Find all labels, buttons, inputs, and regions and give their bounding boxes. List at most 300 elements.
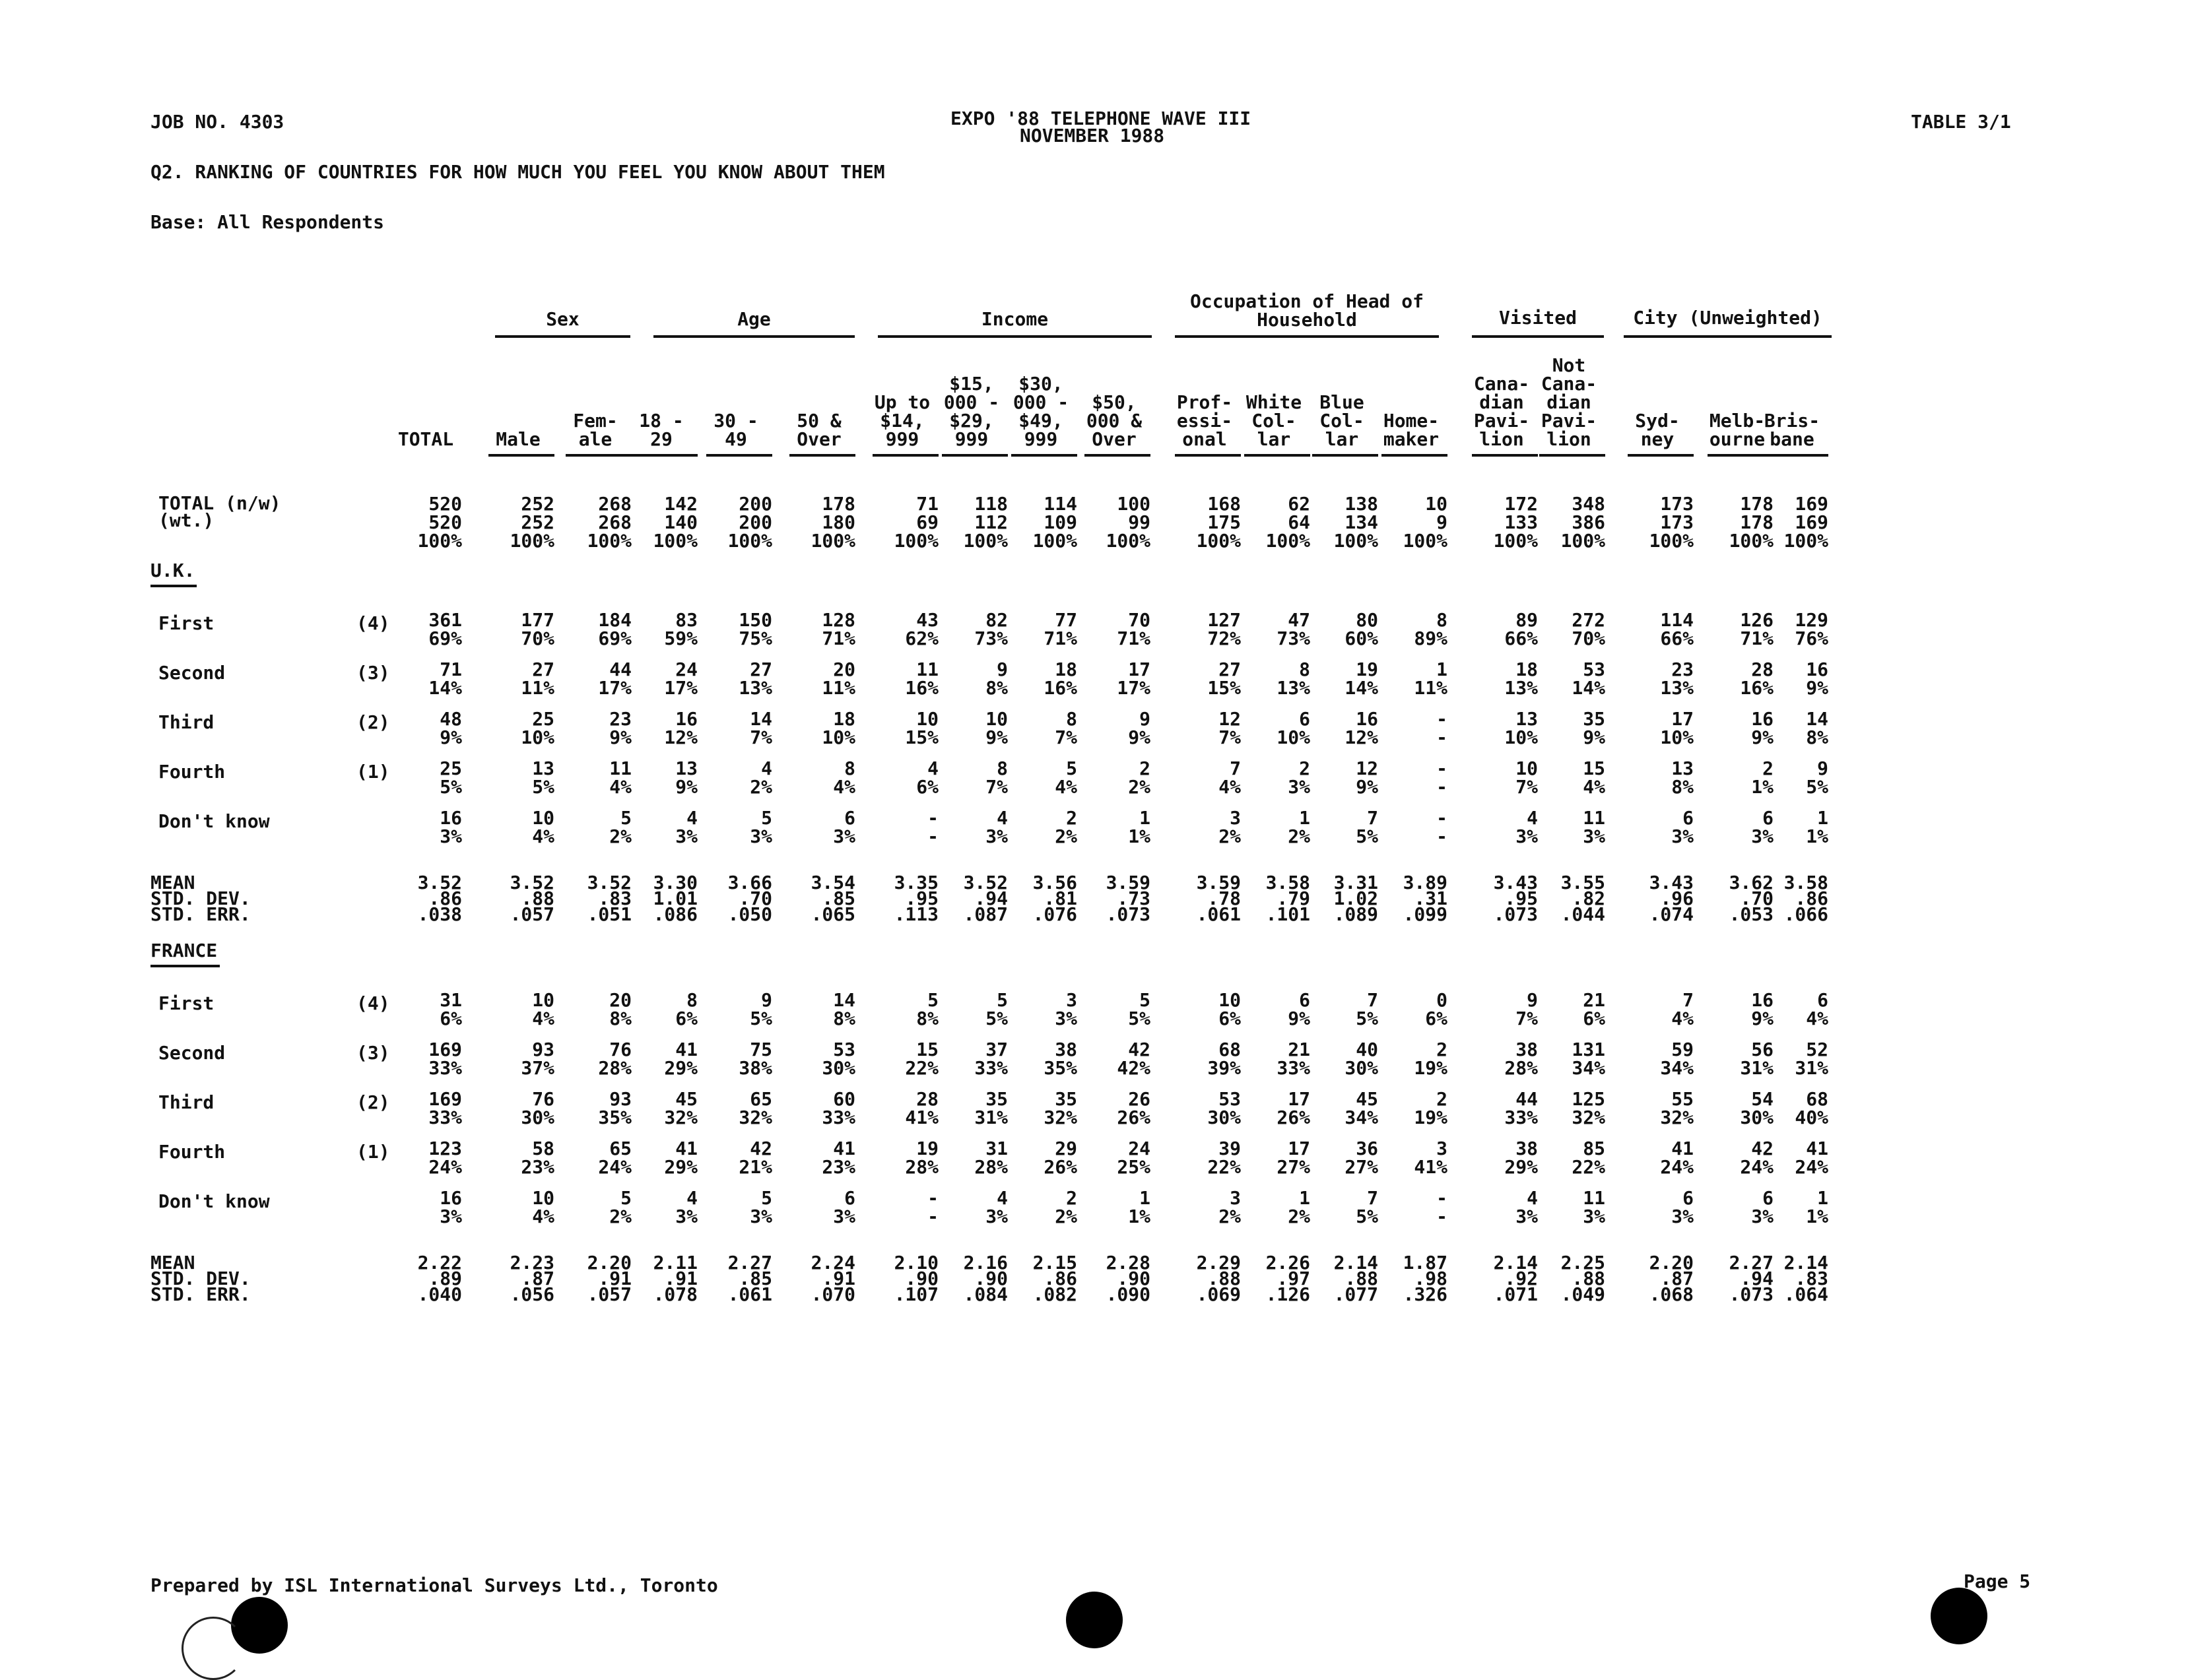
data-cell: 150 75% <box>739 609 772 649</box>
column-header-rule <box>942 454 1008 457</box>
data-cell: 8 89% <box>1414 609 1447 649</box>
data-cell: 18 13% <box>1504 659 1538 699</box>
data-cell: 6 3% <box>1751 1187 1774 1227</box>
stats-cell: 3.66 .70 .050 <box>727 872 772 925</box>
data-cell: 16 12% <box>1345 708 1378 748</box>
data-cell: 52 31% <box>1795 1039 1828 1079</box>
data-cell: 16 9% <box>1806 659 1828 699</box>
data-cell: 4 3% <box>1515 807 1538 847</box>
data-cell: 184 69% <box>598 609 632 649</box>
stats-cell: 3.62 .70 .053 <box>1729 872 1774 925</box>
data-cell: 2 2% <box>1128 758 1150 798</box>
stats-cell: 2.27 .85 .061 <box>727 1252 772 1305</box>
data-cell: 2 19% <box>1414 1088 1447 1128</box>
data-cell: 35 32% <box>1044 1088 1077 1128</box>
page-number: Page 5 <box>1964 1570 2031 1592</box>
stats-cell: 3.35 .95 .113 <box>894 872 939 925</box>
total-cell: 62 64 100% <box>1265 493 1310 552</box>
stats-cell: 3.59 .78 .061 <box>1196 872 1241 925</box>
group-occupation: Occupation of Head of Household <box>1189 290 1424 331</box>
data-cell: 60 33% <box>822 1088 855 1128</box>
group-occupation-rule <box>1175 335 1439 338</box>
data-cell: 68 40% <box>1795 1088 1828 1128</box>
total-cell: 200 200 100% <box>727 493 772 552</box>
data-cell: 54 30% <box>1740 1088 1774 1128</box>
total-cell: 10 9 100% <box>1403 493 1447 552</box>
column-header-rule <box>1084 454 1150 457</box>
total-cell: 252 252 100% <box>510 493 554 552</box>
data-cell: 45 34% <box>1345 1088 1378 1128</box>
row-score-code: (1) <box>356 761 390 783</box>
data-cell: 25 5% <box>440 758 462 798</box>
data-cell: 38 28% <box>1504 1039 1538 1079</box>
data-cell: 43 62% <box>905 609 939 649</box>
data-cell: 93 35% <box>598 1088 632 1128</box>
group-sex-rule <box>495 335 630 338</box>
data-cell: 7 4% <box>1671 989 1694 1029</box>
column-header-rule <box>1011 454 1077 457</box>
stats-cell: 2.14 .92 .071 <box>1493 1252 1538 1305</box>
column-header-rule <box>1175 454 1241 457</box>
total-cell: 520 520 100% <box>417 493 462 552</box>
data-cell: 10 7% <box>1515 758 1538 798</box>
data-cell: 6 3% <box>833 807 855 847</box>
row-label: First <box>158 992 215 1014</box>
data-cell: 1 2% <box>1288 807 1310 847</box>
data-cell: 5 3% <box>750 807 772 847</box>
data-cell: 6 3% <box>1671 1187 1694 1227</box>
data-cell: 2 19% <box>1414 1039 1447 1079</box>
group-visited: Visited <box>1498 307 1577 329</box>
data-cell: 89 66% <box>1504 609 1538 649</box>
data-cell: 6 4% <box>1806 989 1828 1029</box>
data-cell: 5 8% <box>916 989 939 1029</box>
section-title: FRANCE <box>150 940 218 961</box>
column-header-rule <box>789 454 855 457</box>
stats-cell: 3.89 .31 .099 <box>1403 872 1447 925</box>
stats-cell: 3.43 .96 .074 <box>1649 872 1694 925</box>
data-cell: 28 16% <box>1740 659 1774 699</box>
data-cell: 19 28% <box>905 1138 939 1178</box>
data-cell: 13 9% <box>675 758 698 798</box>
stats-label: MEAN STD. DEV. STD. ERR. <box>150 872 251 925</box>
data-cell: 40 30% <box>1345 1039 1378 1079</box>
data-cell: 5 5% <box>985 989 1008 1029</box>
base-text: Base: All Respondents <box>150 211 385 233</box>
stats-cell: 3.55 .82 .044 <box>1560 872 1605 925</box>
punch-ring-left <box>182 1617 245 1680</box>
data-cell: 7 5% <box>1356 807 1378 847</box>
data-cell: 44 17% <box>598 659 632 699</box>
total-cell: 172 133 100% <box>1493 493 1538 552</box>
data-cell: 82 73% <box>974 609 1008 649</box>
data-cell: 36 27% <box>1345 1138 1378 1178</box>
data-cell: 41 29% <box>664 1138 698 1178</box>
data-cell: 10 4% <box>532 989 554 1029</box>
data-cell: 19 14% <box>1345 659 1378 699</box>
column-header: 18 - 29 <box>639 410 684 450</box>
row-label: Don't know <box>158 1190 270 1212</box>
data-cell: 129 76% <box>1795 609 1828 649</box>
data-cell: 3 2% <box>1218 1187 1241 1227</box>
stats-cell: 2.29 .88 .069 <box>1196 1252 1241 1305</box>
data-cell: 41 24% <box>1660 1138 1694 1178</box>
data-cell: - - <box>1436 758 1447 798</box>
data-cell: 7 5% <box>1356 1187 1378 1227</box>
group-age: Age <box>737 308 771 330</box>
group-sex: Sex <box>546 308 580 330</box>
data-cell: 56 31% <box>1740 1039 1774 1079</box>
data-cell: 10 4% <box>532 807 554 847</box>
data-cell: 55 32% <box>1660 1088 1694 1128</box>
data-cell: - - <box>927 807 939 847</box>
stats-cell: 2.11 .91 .078 <box>653 1252 698 1305</box>
total-cell: 142 140 100% <box>653 493 698 552</box>
group-city: City (Unweighted) <box>1633 307 1822 329</box>
data-cell: 53 14% <box>1572 659 1605 699</box>
column-header-rule <box>566 454 632 457</box>
data-cell: 23 9% <box>609 708 632 748</box>
column-header: Cana- dian Pavi- lion <box>1473 373 1530 450</box>
row-label: Second <box>158 662 226 684</box>
stats-cell: 2.22 .89 .040 <box>417 1252 462 1305</box>
row-score-code: (3) <box>356 662 390 684</box>
data-cell: 14 8% <box>833 989 855 1029</box>
data-cell: 123 24% <box>428 1138 462 1178</box>
data-cell: 14 7% <box>750 708 772 748</box>
group-city-rule <box>1624 335 1832 338</box>
data-cell: 24 25% <box>1117 1138 1150 1178</box>
stats-cell: 3.52 .86 .038 <box>417 872 462 925</box>
stats-cell: 3.58 .86 .066 <box>1783 872 1828 925</box>
stats-cell: 3.59 .73 .073 <box>1106 872 1150 925</box>
data-cell: 5 5% <box>1128 989 1150 1029</box>
data-cell: 169 33% <box>428 1039 462 1079</box>
data-cell: 3 3% <box>1055 989 1077 1029</box>
data-cell: 71 14% <box>428 659 462 699</box>
data-cell: 8 4% <box>833 758 855 798</box>
data-cell: 2 2% <box>1055 807 1077 847</box>
data-cell: 28 41% <box>905 1088 939 1128</box>
total-cell: 168 175 100% <box>1196 493 1241 552</box>
data-cell: 11 3% <box>1583 807 1605 847</box>
stats-cell: 3.52 .88 .057 <box>510 872 554 925</box>
data-cell: - - <box>927 1187 939 1227</box>
group-age-rule <box>653 335 855 338</box>
data-cell: 17 27% <box>1277 1138 1310 1178</box>
data-cell: 59 34% <box>1660 1039 1694 1079</box>
stats-cell: 2.15 .86 .082 <box>1032 1252 1077 1305</box>
column-header: Melb- ourne <box>1709 410 1766 450</box>
data-cell: 45 32% <box>664 1088 698 1128</box>
stats-cell: 2.20 .87 .068 <box>1649 1252 1694 1305</box>
data-cell: 7 4% <box>1218 758 1241 798</box>
row-score-code: (3) <box>356 1042 390 1064</box>
data-cell: 70 71% <box>1117 609 1150 649</box>
data-cell: 20 11% <box>822 659 855 699</box>
stats-cell: 3.52 .94 .087 <box>963 872 1008 925</box>
data-cell: 24 17% <box>664 659 698 699</box>
row-score-code: (4) <box>356 612 390 634</box>
data-cell: 23 13% <box>1660 659 1694 699</box>
data-cell: 16 9% <box>1751 708 1774 748</box>
data-cell: 27 15% <box>1207 659 1241 699</box>
data-cell: 17 17% <box>1117 659 1150 699</box>
data-cell: 38 29% <box>1504 1138 1538 1178</box>
row-score-code: (2) <box>356 1091 390 1113</box>
data-cell: 26 26% <box>1117 1088 1150 1128</box>
data-cell: 12 9% <box>1356 758 1378 798</box>
data-cell: 83 59% <box>664 609 698 649</box>
total-cell: 169 169 100% <box>1783 493 1828 552</box>
data-cell: - - <box>1436 708 1447 748</box>
data-cell: 35 31% <box>974 1088 1008 1128</box>
column-header-rule <box>1539 454 1605 457</box>
data-cell: 177 70% <box>521 609 554 649</box>
column-header-rule <box>1472 454 1538 457</box>
data-cell: 5 2% <box>609 1187 632 1227</box>
group-visited-rule <box>1472 335 1604 338</box>
column-header: Fem- ale <box>573 410 618 450</box>
data-cell: 39 22% <box>1207 1138 1241 1178</box>
data-cell: 65 24% <box>598 1138 632 1178</box>
data-cell: 68 39% <box>1207 1039 1241 1079</box>
column-header-rule <box>873 454 939 457</box>
data-cell: 18 10% <box>822 708 855 748</box>
data-cell: 31 6% <box>440 989 462 1029</box>
data-cell: 11 3% <box>1583 1187 1605 1227</box>
data-cell: 125 32% <box>1572 1088 1605 1128</box>
total-row-label: TOTAL (n/w) (wt.) <box>158 492 281 531</box>
column-header-rule <box>1312 454 1378 457</box>
data-cell: 65 32% <box>739 1088 772 1128</box>
data-cell: 5 4% <box>1055 758 1077 798</box>
stats-cell: 3.56 .81 .076 <box>1032 872 1077 925</box>
data-cell: 16 9% <box>1751 989 1774 1029</box>
data-cell: 17 10% <box>1660 708 1694 748</box>
data-cell: 5 3% <box>750 1187 772 1227</box>
row-label: Don't know <box>158 810 270 832</box>
total-cell: 268 268 100% <box>587 493 632 552</box>
stats-cell: 2.10 .90 .107 <box>894 1252 939 1305</box>
column-header: Bris- bane <box>1764 410 1820 450</box>
data-cell: 42 24% <box>1740 1138 1774 1178</box>
data-cell: 8 6% <box>675 989 698 1029</box>
data-cell: 75 38% <box>739 1039 772 1079</box>
data-cell: 4 3% <box>675 807 698 847</box>
data-cell: 9 8% <box>985 659 1008 699</box>
data-cell: 58 23% <box>521 1138 554 1178</box>
data-cell: 8 13% <box>1277 659 1310 699</box>
data-cell: 6 9% <box>1288 989 1310 1029</box>
column-header: TOTAL <box>397 428 454 450</box>
column-header-rule <box>632 454 698 457</box>
column-header-rule <box>488 454 554 457</box>
table-number: TABLE 3/1 <box>1911 111 2011 133</box>
data-cell: 11 16% <box>905 659 939 699</box>
stats-cell: 3.30 1.01 .086 <box>653 872 698 925</box>
data-cell: 53 30% <box>822 1039 855 1079</box>
data-cell: 9 5% <box>1806 758 1828 798</box>
data-cell: 4 3% <box>675 1187 698 1227</box>
data-cell: 4 3% <box>1515 1187 1538 1227</box>
data-cell: 48 9% <box>440 708 462 748</box>
column-header: White Col- lar <box>1245 391 1302 450</box>
punch-hole-center <box>1066 1592 1123 1648</box>
data-cell: 76 30% <box>521 1088 554 1128</box>
data-cell: 42 42% <box>1117 1039 1150 1079</box>
report-date: NOVEMBER 1988 <box>1020 125 1165 146</box>
total-cell: 100 99 100% <box>1106 493 1150 552</box>
row-label: First <box>158 612 215 634</box>
data-cell: 1 11% <box>1414 659 1447 699</box>
row-score-code: (4) <box>356 992 390 1014</box>
total-cell: 138 134 100% <box>1333 493 1378 552</box>
data-cell: 47 73% <box>1277 609 1310 649</box>
data-cell: 6 3% <box>1671 807 1694 847</box>
total-cell: 173 173 100% <box>1649 493 1694 552</box>
stats-cell: 3.54 .85 .065 <box>811 872 855 925</box>
data-cell: 35 9% <box>1583 708 1605 748</box>
data-cell: 2 2% <box>1055 1187 1077 1227</box>
stats-label: MEAN STD. DEV. STD. ERR. <box>150 1252 251 1305</box>
column-header: Syd- ney <box>1635 410 1680 450</box>
data-cell: 21 6% <box>1583 989 1605 1029</box>
column-header: 30 - 49 <box>714 410 758 450</box>
section-title-rule <box>150 965 220 967</box>
data-cell: 6 10% <box>1277 708 1310 748</box>
data-cell: 272 70% <box>1572 609 1605 649</box>
data-cell: 80 60% <box>1345 609 1378 649</box>
stats-cell: 3.31 1.02 .089 <box>1333 872 1378 925</box>
column-header: Prof- essi- onal <box>1176 391 1233 450</box>
stats-cell: 3.43 .95 .073 <box>1493 872 1538 925</box>
data-cell: 2 3% <box>1288 758 1310 798</box>
column-header: Home- maker <box>1383 410 1440 450</box>
data-cell: 1 1% <box>1806 1187 1828 1227</box>
data-cell: 29 26% <box>1044 1138 1077 1178</box>
stats-cell: 2.16 .90 .084 <box>963 1252 1008 1305</box>
data-cell: 20 8% <box>609 989 632 1029</box>
stats-cell: 2.14 .88 .077 <box>1333 1252 1378 1305</box>
data-cell: 6 3% <box>1751 807 1774 847</box>
group-income-rule <box>878 335 1152 338</box>
column-header: Not Cana- dian Pavi- lion <box>1541 354 1597 450</box>
data-cell: 17 26% <box>1277 1088 1310 1128</box>
data-cell: 16 3% <box>440 1187 462 1227</box>
stats-cell: 3.52 .83 .051 <box>587 872 632 925</box>
data-cell: 8 7% <box>1055 708 1077 748</box>
section-title: U.K. <box>150 560 195 581</box>
total-cell: 178 178 100% <box>1729 493 1774 552</box>
stats-cell: 2.26 .97 .126 <box>1265 1252 1310 1305</box>
data-cell: 76 28% <box>598 1039 632 1079</box>
data-cell: 13 8% <box>1671 758 1694 798</box>
data-cell: 10 4% <box>532 1187 554 1227</box>
data-cell: 38 35% <box>1044 1039 1077 1079</box>
report-title: EXPO '88 TELEPHONE WAVE III <box>950 108 1251 129</box>
total-cell: 71 69 100% <box>894 493 939 552</box>
data-cell: 77 71% <box>1044 609 1077 649</box>
data-cell: 16 3% <box>440 807 462 847</box>
section-title-rule <box>150 585 197 587</box>
column-header: Male <box>496 428 541 450</box>
data-cell: 41 23% <box>822 1138 855 1178</box>
data-cell: 93 37% <box>521 1039 554 1079</box>
data-cell: 10 9% <box>985 708 1008 748</box>
data-cell: 41 29% <box>664 1039 698 1079</box>
total-cell: 114 109 100% <box>1032 493 1077 552</box>
data-cell: 13 5% <box>532 758 554 798</box>
data-cell: 27 13% <box>739 659 772 699</box>
punch-hole-right <box>1931 1588 1987 1644</box>
data-cell: 18 16% <box>1044 659 1077 699</box>
data-cell: 85 22% <box>1572 1138 1605 1178</box>
column-header-rule <box>1244 454 1310 457</box>
data-cell: 53 30% <box>1207 1088 1241 1128</box>
column-header: $50, 000 & Over <box>1086 391 1143 450</box>
row-score-code: (2) <box>356 711 390 733</box>
data-cell: 1 1% <box>1128 1187 1150 1227</box>
stats-cell: 1.87 .98 .326 <box>1403 1252 1447 1305</box>
data-cell: 10 15% <box>905 708 939 748</box>
data-cell: 4 2% <box>750 758 772 798</box>
data-cell: - - <box>1436 807 1447 847</box>
data-cell: 4 3% <box>985 807 1008 847</box>
data-cell: 37 33% <box>974 1039 1008 1079</box>
column-header: 50 & Over <box>797 410 842 450</box>
row-label: Fourth <box>158 1141 226 1163</box>
data-cell: 1 1% <box>1806 807 1828 847</box>
data-cell: 128 71% <box>822 609 855 649</box>
data-cell: 114 66% <box>1660 609 1694 649</box>
stats-cell: 2.20 .91 .057 <box>587 1252 632 1305</box>
data-cell: 27 11% <box>521 659 554 699</box>
data-cell: 12 7% <box>1218 708 1241 748</box>
column-header: Up to $14, 999 <box>874 391 931 450</box>
data-cell: 44 33% <box>1504 1088 1538 1128</box>
data-cell: 126 71% <box>1740 609 1774 649</box>
data-cell: 9 5% <box>750 989 772 1029</box>
stats-cell: 2.24 .91 .070 <box>811 1252 855 1305</box>
data-cell: 9 7% <box>1515 989 1538 1029</box>
data-cell: 31 28% <box>974 1138 1008 1178</box>
data-cell: 8 7% <box>985 758 1008 798</box>
data-cell: 7 5% <box>1356 989 1378 1029</box>
data-cell: 4 6% <box>916 758 939 798</box>
row-label: Third <box>158 1091 215 1113</box>
data-cell: 1 1% <box>1128 807 1150 847</box>
stats-cell: 2.25 .88 .049 <box>1560 1252 1605 1305</box>
total-cell: 118 112 100% <box>963 493 1008 552</box>
data-cell: - - <box>1436 1187 1447 1227</box>
column-header-rule <box>1628 454 1694 457</box>
column-header: Blue Col- lar <box>1319 391 1364 450</box>
group-income: Income <box>981 308 1049 330</box>
data-cell: 5 2% <box>609 807 632 847</box>
total-cell: 178 180 100% <box>811 493 855 552</box>
data-cell: 127 72% <box>1207 609 1241 649</box>
row-label: Fourth <box>158 761 226 783</box>
data-cell: 6 3% <box>833 1187 855 1227</box>
data-cell: 3 41% <box>1414 1138 1447 1178</box>
row-label: Second <box>158 1042 226 1064</box>
data-cell: 10 6% <box>1218 989 1241 1029</box>
data-cell: 361 69% <box>428 609 462 649</box>
column-header-rule <box>1762 454 1828 457</box>
data-cell: 15 4% <box>1583 758 1605 798</box>
data-cell: 3 2% <box>1218 807 1241 847</box>
